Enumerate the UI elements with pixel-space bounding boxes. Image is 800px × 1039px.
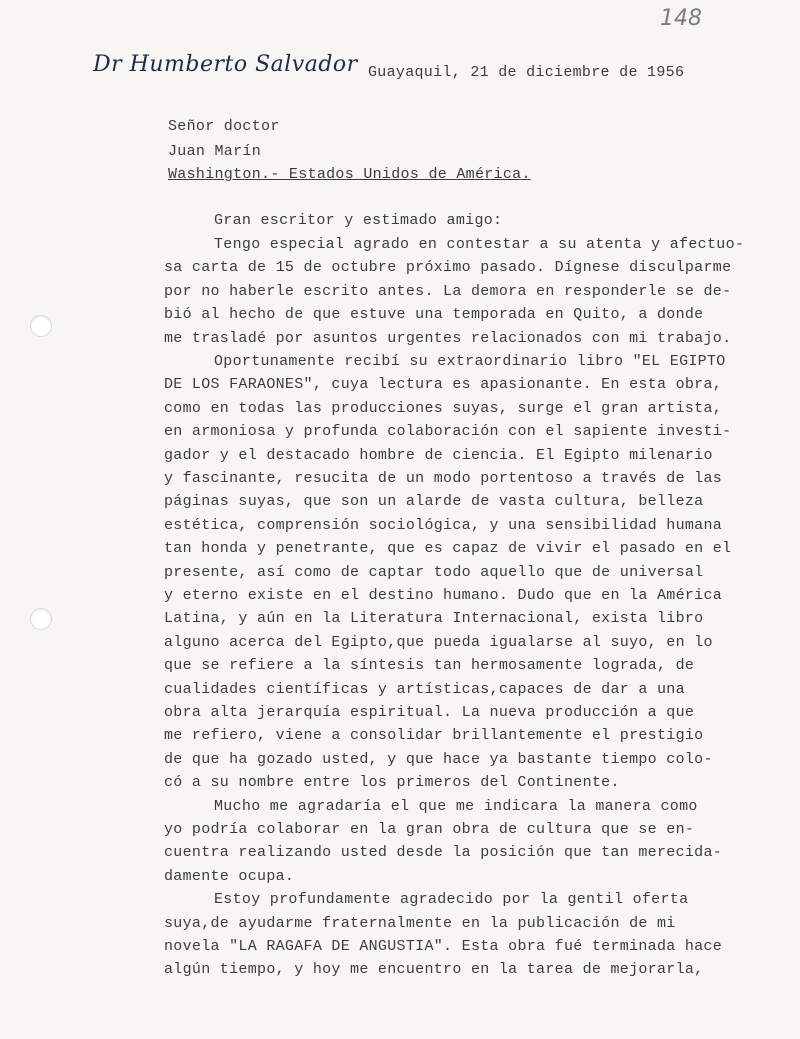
body-line: que se refiere a la síntesis tan hermosamente lograda, de <box>164 657 695 674</box>
body-line: Mucho me agradaría el que me indicara la manera como <box>214 798 698 815</box>
body-line: Latina, y aún en la Literatura Internacional, exista libro <box>164 610 704 627</box>
body-line: novela "LA RAGAFA DE ANGUSTIA". Esta obra fué terminada hace <box>164 938 723 955</box>
body-line: algún tiempo, y hoy me encuentro en la tarea de mejorarla, <box>164 961 704 978</box>
body-line: damente ocupa. <box>164 868 295 885</box>
place-date: Guayaquil, 21 de diciembre de 1956 <box>368 64 685 81</box>
body-line: tan honda y penetrante, que es capaz de vivir el pasado en el <box>164 540 732 557</box>
body-line: yo podría colaborar en la gran obra de cultura que se en- <box>164 821 695 838</box>
body-line: me trasladé por asuntos urgentes relacionados con mi trabajo. <box>164 330 732 347</box>
body-line: de que ha gozado usted, y que hace ya bastante tiempo colo- <box>164 751 713 768</box>
body-line: en armoniosa y profunda colaboración con el sapiente investi- <box>164 423 732 440</box>
body-line: cuentra realizando usted desde la posición que tan merecida- <box>164 844 723 861</box>
body-line: bió al hecho de que estuve una temporada en Quito, a donde <box>164 306 704 323</box>
body-line: DE LOS FARAONES", cuya lectura es apasionante. En esta obra, <box>164 376 723 393</box>
body-line: y fascinante, resucita de un modo portentoso a través de las <box>164 470 723 487</box>
recipient-address: Washington.- Estados Unidos de América. <box>168 166 531 183</box>
salutation: Gran escritor y estimado amigo: <box>214 212 503 229</box>
recipient-name: Juan Marín <box>168 143 262 160</box>
recipient-title: Señor doctor <box>168 118 280 135</box>
body-line: estética, comprensión sociológica, y una sensibilidad humana <box>164 517 723 534</box>
body-line: Oportunamente recibí su extraordinario libro "EL EGIPTO <box>214 353 726 370</box>
punch-hole <box>30 608 52 630</box>
letterhead-signature: Dr Humberto Salvador <box>93 52 358 77</box>
body-line: Tengo especial agrado en contestar a su atenta y afectuo- <box>214 236 745 253</box>
body-line: có a su nombre entre los primeros del Continente. <box>164 774 620 791</box>
body-line: obra alta jerarquía espiritual. La nueva producción a que <box>164 704 695 721</box>
body-line: como en todas las producciones suyas, surge el gran artista, <box>164 400 723 417</box>
body-line: por no haberle escrito antes. La demora en responderle se de- <box>164 283 732 300</box>
body-line: gador y el destacado hombre de ciencia. El Egipto milenario <box>164 447 713 464</box>
body-line: presente, así como de captar todo aquello que de universal <box>164 564 704 581</box>
body-line: Estoy profundamente agradecido por la gentil oferta <box>214 891 689 908</box>
folio-number: 148 <box>660 6 702 31</box>
punch-hole <box>30 315 52 337</box>
body-line: y eterno existe en el destino humano. Dudo que en la América <box>164 587 723 604</box>
body-line: cualidades científicas y artísticas,capaces de dar a una <box>164 681 685 698</box>
body-line: me refiero, viene a consolidar brillantemente el prestigio <box>164 727 704 744</box>
body-line: sa carta de 15 de octubre próximo pasado. Dígnese disculparme <box>164 259 732 276</box>
body-line: alguno acerca del Egipto,que pueda igualarse al suyo, en lo <box>164 634 713 651</box>
body-line: páginas suyas, que son un alarde de vasta cultura, belleza <box>164 493 704 510</box>
body-line: suya,de ayudarme fraternalmente en la publicación de mi <box>164 915 676 932</box>
